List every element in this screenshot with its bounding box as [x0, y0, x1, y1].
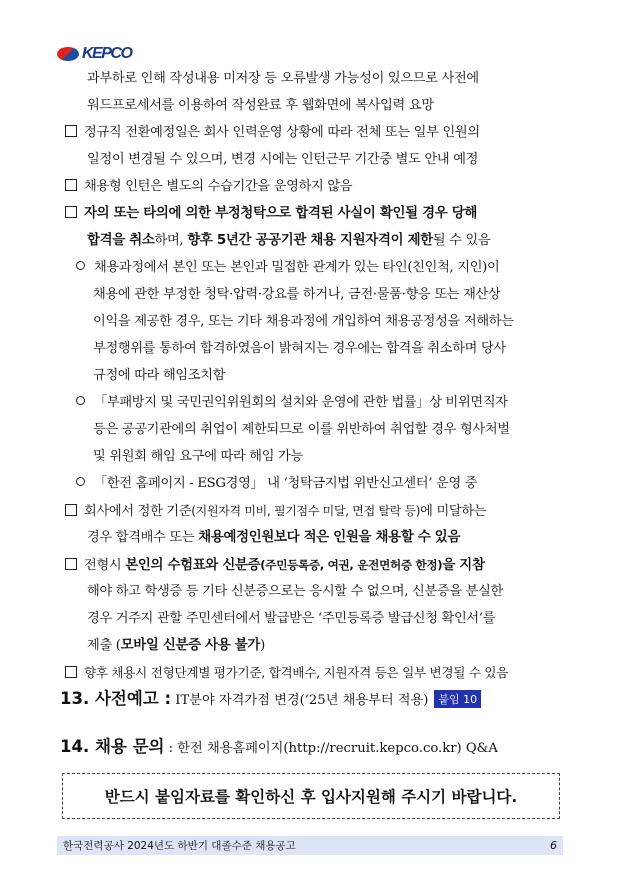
attachment-badge[interactable]: 붙임 10 — [434, 690, 481, 708]
sub-bullet-item: 「한전 홈페이지 - ESG경영」 내 ‘청탁금지법 위반신고센터’ 운영 중 — [76, 475, 477, 493]
page-footer — [57, 836, 563, 855]
text-line: 이익을 제공한 경우, 또는 기타 채용과정에 개입하여 채용공정성을 저해하는 — [93, 314, 514, 329]
text-line: 합격을 취소하며, 향후 5년간 공공기관 채용 지원자격이 제한될 수 있음 — [87, 233, 491, 248]
circle-bullet-icon — [76, 396, 85, 405]
kepco-logo — [57, 45, 131, 63]
text-line: 경우 합격배수 또는 채용예정인원보다 적은 인원을 채용할 수 있음 — [87, 530, 461, 545]
bullet-item: 전형시 본인의 수험표와 신분증(주민등록증, 여권, 운전면허증 한정)을 지참 — [65, 556, 485, 575]
footer-title: 한국전력공사 2024년도 하반기 대졸수준 채용공고 — [63, 840, 296, 852]
text-line: 해야 하고 학생증 등 기타 신분증으로는 응시할 수 없으며, 신분증을 분실한 — [87, 584, 503, 599]
section-13-text: IT분야 자격가점 변경(’25년 채용부터 적용) — [171, 693, 429, 708]
kepco-logo-icon — [57, 47, 79, 61]
section-14-text: : 한전 채용홈페이지(http://recruit.kepco.co.kr) Q&A — [164, 741, 498, 756]
text-line: 과부하로 인해 작성내용 미저장 등 오류발생 가능성이 있으므로 사전에 — [87, 71, 479, 86]
section-13 — [60, 685, 481, 709]
bullet-item: 채용형 인턴은 별도의 수습기간을 운영하지 않음 — [65, 178, 352, 196]
section-14 — [60, 733, 498, 757]
text-line: 제출 (모바일 신분증 사용 불가) — [87, 638, 265, 653]
checkbox-bullet-icon — [65, 125, 77, 137]
checkbox-bullet-icon — [65, 504, 77, 516]
checkbox-bullet-icon — [65, 558, 77, 570]
text-line: 규정에 따라 해임조치함 — [93, 368, 226, 383]
text-line: 부정행위를 통하여 합격하였음이 밝혀지는 경우에는 합격을 취소하며 당사 — [93, 341, 506, 356]
checkbox-bullet-icon — [65, 666, 77, 678]
sub-bullet-item: 「부패방지 및 국민권익위원회의 설치와 운영에 관한 법률」상 비위면직자 — [76, 394, 508, 412]
logo-text: KEPCO — [82, 45, 132, 62]
checkbox-bullet-icon — [65, 179, 77, 191]
text-line: 일정이 변경될 수 있으며, 변경 시에는 인턴근무 기간중 별도 안내 예정 — [87, 152, 479, 167]
text-line: 워드프로세서를 이용하여 작성완료 후 웹화면에 복사입력 요망 — [87, 98, 434, 113]
bullet-item: 자의 또는 타의에 의한 부정청탁으로 합격된 사실이 확인될 경우 당해 — [65, 205, 477, 223]
section-13-heading: 13. 사전예고 : — [60, 689, 172, 708]
section-14-heading: 14. 채용 문의 — [60, 737, 165, 756]
text-line: 채용에 관한 부정한 청탁·압력·강요를 하거나, 금전·물품·향응 또는 재산상 — [93, 287, 501, 302]
page-number: 6 — [550, 839, 557, 852]
bullet-item: 정규직 전환예정일은 회사 인력운영 상황에 따라 전체 또는 일부 인원의 — [65, 124, 480, 142]
text-line: 및 위원회 해임 요구에 따라 해임 가능 — [93, 449, 303, 464]
text-line: 등은 공공기관에의 취업이 제한되므로 이를 위반하여 취업할 경우 형사처벌 — [93, 422, 510, 437]
text-line: 경우 거주지 관할 주민센터에서 발급받은 ‘주민등록증 발급신청 확인서’를 — [87, 611, 496, 626]
checkbox-bullet-icon — [65, 206, 77, 218]
circle-bullet-icon — [76, 477, 85, 486]
circle-bullet-icon — [76, 261, 85, 270]
sub-bullet-item: 채용과정에서 본인 또는 본인과 밀접한 관계가 있는 타인(친인척, 지인)이 — [76, 259, 499, 277]
notice-box: 반드시 붙임자료를 확인하신 후 입사지원해 주시기 바랍니다. — [62, 773, 560, 819]
bullet-item: 회사에서 정한 기준(지원자격 미비, 필기점수 미달, 면접 탈락 등)에 미달하는 — [65, 502, 486, 521]
bullet-item: 향후 채용시 전형단계별 평가기준, 합격배수, 지원자격 등은 일부 변경될 수 있음 — [65, 664, 508, 683]
